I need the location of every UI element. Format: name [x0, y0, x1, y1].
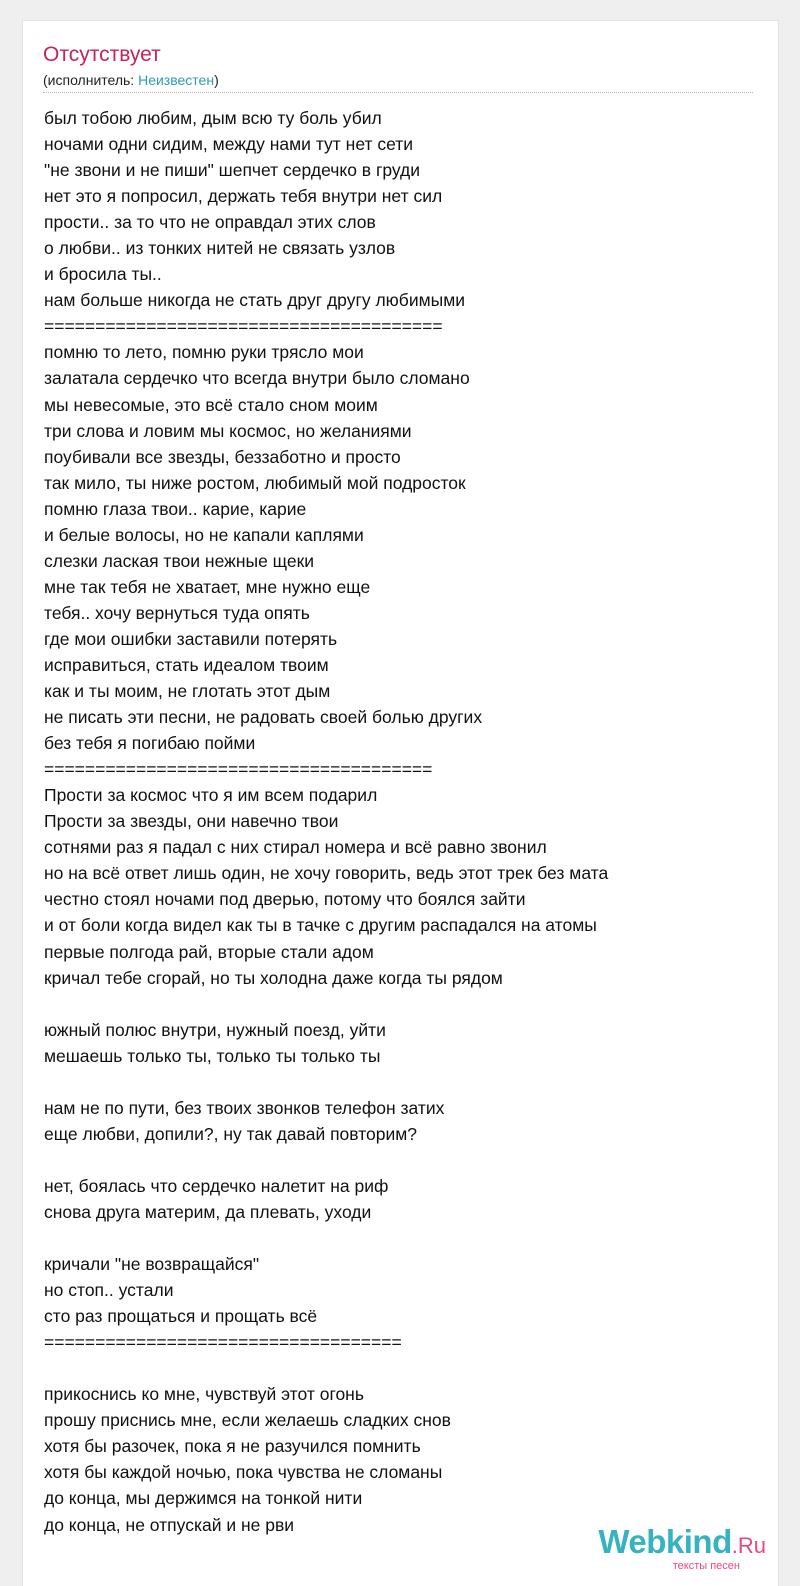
header-divider: [43, 92, 753, 93]
lyric-line: как и ты моим, не глотать этот дым: [44, 681, 331, 702]
lyric-line: где мои ошибки заставили потерять: [44, 628, 338, 649]
lyric-line: прикоснись ко мне, чувствуй этот огонь: [44, 1384, 364, 1405]
lyric-line: нам не по пути, без твоих звонков телефон затих: [44, 1097, 445, 1118]
lyric-line: Прости за космос что я им всем подарил: [44, 785, 378, 806]
artist-line: [43, 71, 219, 89]
lyric-line: помню глаза твои.. карие, карие: [44, 498, 307, 519]
logo-name: Webkind: [598, 1523, 732, 1560]
lyric-line: кричал тебе сгорай, но ты холодна даже когда ты рядом: [44, 967, 503, 988]
lyric-line: [44, 1225, 744, 1251]
lyric-line: о любви.. из тонких нитей не связать узлов: [44, 238, 396, 259]
lyric-line: исправиться, стать идеалом твоим: [44, 654, 329, 675]
lyric-line: [44, 1355, 744, 1381]
lyric-line: сотнями раз я падал с них стирал номера и всё равно звонил: [44, 837, 547, 858]
lyric-line: сто раз прощаться и прощать всё: [44, 1306, 318, 1327]
lyric-line: кричали "не возвращайся": [44, 1254, 260, 1275]
lyric-line: [44, 1069, 744, 1095]
lyric-line: нет, боялась что сердечко налетит на риф: [44, 1175, 389, 1196]
lyric-line: слезки лаская твои нежные щеки: [44, 550, 315, 571]
lyric-line: и от боли когда видел как ты в тачке с другим распадался на атомы: [44, 915, 597, 936]
lyric-line: но стоп.. устали: [44, 1280, 174, 1301]
lyric-line: ночами одни сидим, между нами тут нет сети: [44, 134, 414, 155]
lyric-line: "не звони и не пиши" шепчет сердечко в груди: [44, 160, 421, 181]
lyric-line: прости.. за то что не оправдал этих слов: [44, 212, 376, 233]
lyric-line: честно стоял ночами под дверью, потому что боялся зайти: [44, 889, 526, 910]
song-title: Отсутствует: [43, 43, 161, 66]
lyric-line: нам больше никогда не стать друг другу любимыми: [44, 290, 466, 311]
lyric-line: залатала сердечко что всегда внутри было сломано: [44, 368, 470, 389]
lyric-line: без тебя я погибаю пойми: [44, 733, 256, 754]
lyric-line: но на всё ответ лишь один, не хочу говорить, ведь этот трек без мата: [44, 863, 609, 884]
lyric-line: нет это я попросил, держать тебя внутри нет сил: [44, 186, 443, 207]
lyric-line: первые полгода рай, вторые стали адом: [44, 941, 374, 962]
lyric-line: снова друга материм, да плевать, уходи: [44, 1201, 372, 1222]
lyric-line: поубивали все звезды, беззаботно и просто: [44, 446, 401, 467]
lyric-line: до конца, мы держимся на тонкой нити: [44, 1488, 363, 1509]
lyric-line: помню то лето, помню руки трясло мои: [44, 342, 364, 363]
lyric-line: так мило, ты ниже ростом, любимый мой подросток: [44, 472, 466, 493]
lyric-line: мы невесомые, это всё стало сном моим: [44, 394, 378, 415]
lyric-line: ===================================: [44, 1332, 402, 1353]
lyric-line: южный полюс внутри, нужный поезд, уйти: [44, 1019, 386, 1040]
artist-link[interactable]: Неизвестен: [138, 72, 215, 88]
lyric-line: еще любви, допили?, ну так давай повторим?: [44, 1123, 418, 1144]
lyric-line: тебя.. хочу вернуться туда опять: [44, 602, 310, 623]
lyric-line: прошу приснись мне, если желаешь сладких снов: [44, 1410, 451, 1431]
lyric-line: три слова и ловим мы космос, но желаниями: [44, 420, 412, 441]
lyric-line: =======================================: [44, 316, 443, 337]
lyric-line: не писать эти песни, не радовать своей болью других: [44, 707, 483, 728]
lyric-line: ======================================: [44, 759, 433, 780]
lyric-line: [44, 1147, 744, 1173]
lyric-line: до конца, не отпускай и не рви: [44, 1514, 295, 1535]
lyrics-card: [22, 20, 779, 1586]
lyric-line: [44, 991, 744, 1017]
logo-tagline: тексты песен: [672, 1560, 740, 1572]
lyric-line: мне так тебя не хватает, мне нужно еще: [44, 576, 371, 597]
lyric-line: хотя бы каждой ночью, пока чувства не сломаны: [44, 1462, 443, 1483]
lyric-line: и белые волосы, но не капали каплями: [44, 524, 364, 545]
lyric-line: был тобою любим, дым всю ту боль убил: [44, 108, 382, 128]
lyric-line: мешаешь только ты, только ты только ты: [44, 1045, 381, 1066]
artist-prefix: (исполнитель:: [43, 72, 139, 88]
lyric-line: и бросила ты..: [44, 264, 162, 285]
site-logo[interactable]: [576, 1522, 766, 1578]
lyrics-text: [44, 105, 744, 1538]
lyric-line: хотя бы разочек, пока я не разучился помнить: [44, 1436, 421, 1457]
logo-tld: .Ru: [731, 1533, 766, 1558]
artist-suffix: ): [214, 72, 219, 88]
lyric-line: Прости за звезды, они навечно твои: [44, 811, 339, 832]
